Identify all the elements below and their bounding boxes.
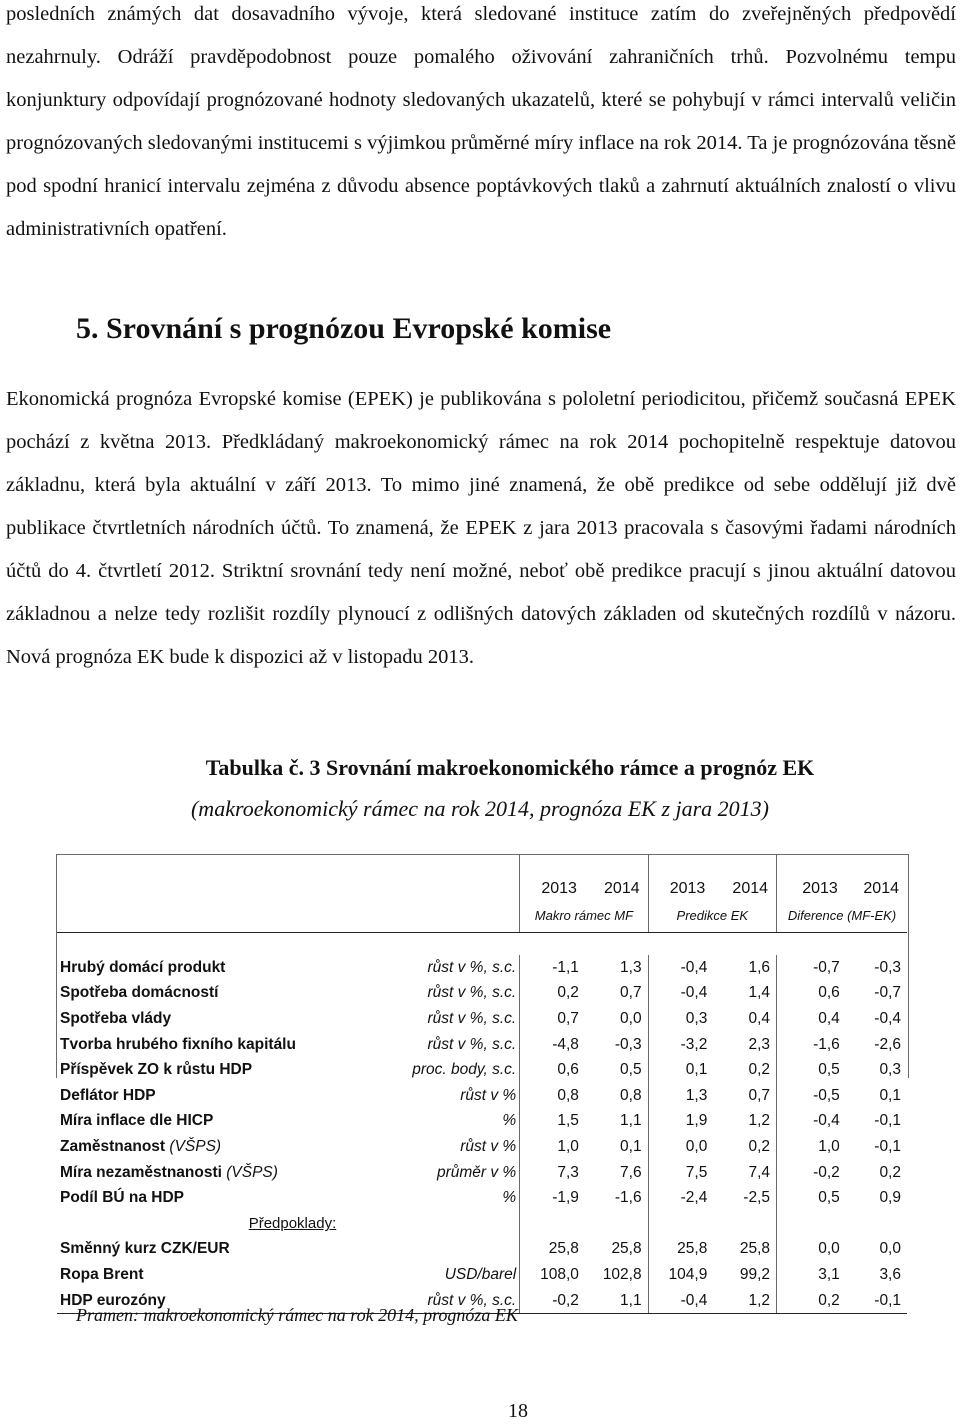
table-row [57,1134,907,1160]
value-cell: 0,4 [777,1006,846,1032]
value-cell: 0,2 [748,1137,771,1155]
value-cell: 0,8 [520,1083,585,1109]
value-cell: -0,7 [777,955,846,981]
row-label [57,1032,336,1058]
empty-cell [777,1211,846,1237]
row-label [57,1006,336,1032]
table-row [57,955,907,981]
value-cell: -0,4 [874,1009,901,1027]
value-cell: -4,8 [520,1032,585,1058]
table-row [57,1262,907,1288]
value-cell: 0,3 [879,1061,901,1079]
value-cell: 25,8 [611,1240,642,1258]
value-cell: -1,1 [520,955,585,981]
paragraph-intro: posledních známých dat dosavadního vývoje, která sledované instituce zatím do zveřejněných předpovědí nezahrnuly. Odráží pravděpodobnost pouze pomalého oživování zahraničních trhů. Pozvolnému tempu konjunktury odpovídají prognózované hodnoty sledovaných ukazatelů, které se pohybují v rámci intervalů veličin prognózovaných sledovanými institucemi s výjimkou průměrné míry inflace na rok 2014. Ta je prognózována těsně pod spodní hranicí intervalu zejména z důvodu absence poptávkových tlaků a zahrnutí aktuálních znalostí o vlivu administrativních opatření. [6,3,956,240]
table-row [57,981,907,1007]
table-spacer [57,933,907,956]
table-label: Tabulka č. 3 [205,755,321,780]
value-cell: 1,3 [620,958,642,976]
value-cell: 1,1 [620,1112,642,1130]
comparison-table [57,854,907,1314]
value-cell: 7,6 [620,1163,642,1181]
value-cell: 1,2 [713,1288,776,1314]
value-cell: 0,2 [520,981,585,1007]
value-cell: -0,4 [648,1288,713,1314]
value-cell: 1,9 [648,1109,713,1135]
table-row [57,1109,907,1135]
row-name-note: (VŠPS) [226,1163,278,1181]
row-unit: růst v % [460,1137,517,1155]
assumptions-label: Předpoklady: [248,1215,337,1233]
value-cell: 0,1 [648,1057,713,1083]
value-cell: 0,2 [777,1288,846,1314]
row-name: Podíl BÚ na HDP [60,1189,185,1207]
table-row [57,1160,907,1186]
row-unit [336,1237,519,1263]
value-cell: -0,7 [874,984,901,1002]
table-title-text: Srovnání makroekonomického rámce a prognóz EK [325,755,815,780]
value-cell: -2,4 [648,1185,713,1211]
table-title [0,755,960,781]
row-name: Tvorba hrubého fixního kapitálu [60,1035,296,1053]
value-cell: 0,7 [748,1086,771,1104]
value-cell: 0,0 [648,1134,713,1160]
value-cell: 0,3 [648,1006,713,1032]
row-name: Spotřeba domácností [60,984,219,1002]
row-unit: USD/barel [444,1265,517,1283]
value-cell: 104,9 [648,1262,713,1288]
value-cell: -1,6 [614,1189,642,1207]
row-label [57,1057,336,1083]
value-cell: 1,4 [748,984,771,1002]
value-cell: 1,0 [777,1134,846,1160]
row-name: Hrubý domácí produkt [60,958,226,976]
year-header: 2014 [604,880,640,897]
page-number: 18 [508,1400,528,1422]
value-cell: -1,9 [520,1185,585,1211]
value-cell: 0,1 [879,1086,901,1104]
row-label [57,1237,336,1263]
row-unit: růst v %, s.c. [336,1288,519,1314]
row-label [57,1083,336,1109]
empty-cell [648,1211,713,1237]
value-cell: 7,3 [520,1160,585,1186]
group-header: Diference (MF-EK) [777,898,907,933]
source-note: Pramen: makroekonomický rámec na rok 2014, prognóza EK [76,1305,518,1325]
value-cell: 0,7 [620,984,642,1002]
value-cell: 0,0 [620,1009,642,1027]
table-row [57,1006,907,1032]
value-cell: 0,2 [748,1061,771,1079]
table-row [57,1185,907,1211]
value-cell: 2,3 [748,1035,771,1053]
value-cell: 3,6 [879,1265,901,1283]
table-row [57,1057,907,1083]
value-cell: 0,6 [520,1057,585,1083]
value-cell: 25,8 [648,1237,713,1263]
value-cell: -0,1 [846,1288,907,1314]
row-label [57,1160,336,1186]
value-cell: 0,5 [620,1061,642,1079]
value-cell: 0,7 [520,1006,585,1032]
section-heading: 5. Srovnání s prognózou Evropské komise [76,312,612,345]
value-cell: -0,1 [874,1112,901,1130]
value-cell: 25,8 [739,1240,771,1258]
value-cell: 0,9 [879,1189,901,1207]
value-cell: 0,8 [620,1086,642,1104]
row-name: HDP eurozóny [60,1291,166,1309]
row-name-note: (VŠPS) [169,1137,222,1155]
table-subtitle: (makroekonomický rámec na rok 2014, prognóza EK z jara 2013) [190,796,769,821]
row-name: Spotřeba vlády [60,1009,172,1027]
value-cell: 0,5 [777,1057,846,1083]
table-row [57,1237,907,1263]
value-cell: 0,0 [777,1237,846,1263]
value-cell: 1,5 [520,1109,585,1135]
empty-cell [585,1211,648,1237]
value-cell: -0,3 [614,1035,642,1053]
row-label [57,1185,336,1211]
empty-cell [57,1211,336,1237]
year-header: 2013 [520,854,585,898]
value-cell: 7,5 [648,1160,713,1186]
value-cell: 0,6 [777,981,846,1007]
empty-cell [520,1211,585,1237]
empty-cell [336,1211,519,1237]
value-cell: -0,1 [874,1137,901,1155]
year-header: 2013 [648,854,713,898]
row-name: Míra nezaměstnanosti [60,1163,222,1181]
row-label [57,1134,336,1160]
row-label [57,981,336,1007]
value-cell: -0,4 [777,1109,846,1135]
value-cell: 1,0 [520,1134,585,1160]
value-cell: 1,6 [748,958,771,976]
row-label [57,1109,336,1135]
value-cell: -0,4 [648,981,713,1007]
empty-cell [846,1211,907,1237]
row-label [57,1262,336,1288]
row-unit: % [502,1189,517,1207]
assumptions-label-row [57,1211,907,1237]
row-unit: růst v % [460,1086,517,1104]
year-header: 2014 [863,880,899,897]
value-cell: 7,4 [748,1163,771,1181]
row-unit: průměr v % [436,1163,517,1181]
row-label [57,955,336,981]
value-cell: -3,2 [648,1032,713,1058]
group-header: Predikce EK [648,898,776,933]
value-cell: 99,2 [739,1265,771,1283]
row-name: Ropa Brent [60,1265,144,1283]
row-unit: proc. body, s.c. [412,1061,517,1079]
value-cell: 0,4 [748,1009,771,1027]
value-cell: 1,2 [748,1112,771,1130]
row-unit: % [502,1112,517,1130]
value-cell: 3,1 [777,1262,846,1288]
value-cell: -0,4 [648,955,713,981]
value-cell: -0,5 [777,1083,846,1109]
value-cell: -0,2 [520,1288,585,1314]
year-header: 2014 [732,880,769,897]
empty-cell [713,1211,776,1237]
value-cell: 0,5 [777,1185,846,1211]
value-cell: 0,0 [879,1240,901,1258]
table-row [57,1083,907,1109]
value-cell: 108,0 [520,1262,585,1288]
row-name: Zaměstnanost [60,1137,166,1155]
value-cell: -1,6 [777,1032,846,1058]
row-unit: růst v %, s.c. [427,1009,517,1027]
row-unit: růst v %, s.c. [427,1035,517,1053]
value-cell: -2,6 [874,1035,901,1053]
value-cell: 25,8 [520,1237,585,1263]
row-name: Příspěvek ZO k růstu HDP [60,1061,253,1079]
paragraph-ek-comparison: Ekonomická prognóza Evropské komise (EPEK) je publikována s pololetní periodicitou, přičemž současná EPEK pochází z května 2013. Předkládaný makroekonomický rámec na rok 2014 pochopitelně respektuje datovou základnu, která byla aktuální v září 2013. To mimo jiné znamená, že obě predikce od sebe oddělují již dvě publikace čtvrtletních národních účtů. To znamená, že EPEK z jara 2013 pracovala s časovými řadami národních účtů do 4. čtvrtletí 2012. Striktní srovnání tedy není možné, neboť obě predikce pracují s jinou aktuální datovou základnou a nelze tedy rozlišit rozdíly plynoucí z odlišných datových základen od skutečných rozdílů v názoru. Nová prognóza EK bude k dispozici až v listopadu 2013. [6,388,956,668]
row-unit: růst v %, s.c. [427,958,517,976]
year-header: 2013 [777,854,846,898]
value-cell: -0,3 [874,958,901,976]
value-cell: -2,5 [743,1189,771,1207]
header-years-row [57,854,907,898]
row-name: Směnný kurz CZK/EUR [60,1240,230,1258]
value-cell: -0,2 [777,1160,846,1186]
value-cell: 0,1 [620,1137,642,1155]
row-unit: růst v %, s.c. [427,984,517,1002]
value-cell: 102,8 [602,1265,642,1283]
row-name: Míra inflace dle HICP [60,1112,214,1130]
value-cell: 1,3 [648,1083,713,1109]
value-cell: 1,1 [585,1288,648,1314]
group-header: Makro rámec MF [520,898,648,933]
value-cell: 0,2 [879,1163,901,1181]
table-row [57,1032,907,1058]
row-name: Deflátor HDP [60,1086,156,1104]
header-groups-row [57,898,907,933]
